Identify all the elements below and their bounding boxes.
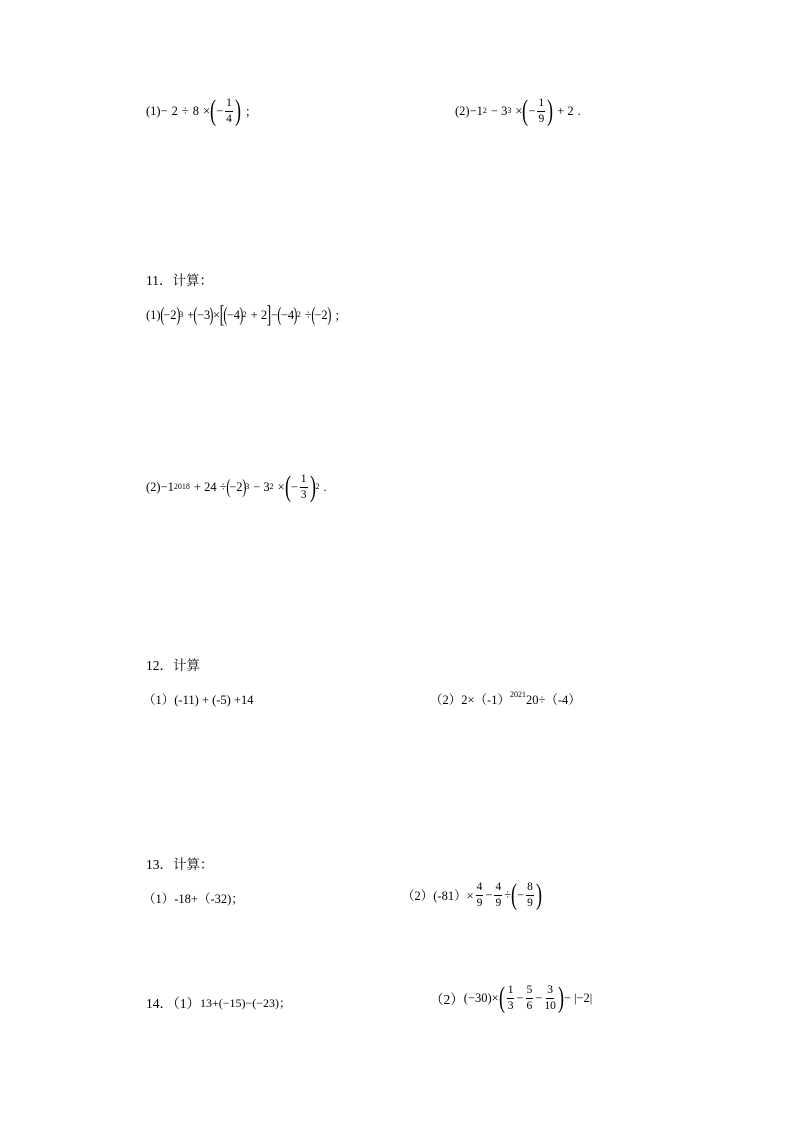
right-paren: ): [234, 94, 241, 127]
q14-part2: （2） (−30)× ( $\frac{1}{3}$ − $\frac{5}{6}$ − $\frac{3}{10}$ ) − |−2|: [430, 981, 593, 1014]
q13-part2: （2）(-81）× $\frac{4}{9}$ − $\frac{4}{9}$ ÷ ( − $\frac{8}{9}$ ): [402, 878, 542, 911]
fraction: $\frac{1}{4}$: [226, 97, 232, 125]
right-bracket: ]: [266, 302, 272, 328]
q14-part1: 14．（1） 13+(−15)−(−23)；: [146, 995, 292, 1011]
q13-heading: 13．计算：: [146, 857, 214, 872]
right-paren: ): [547, 94, 554, 127]
left-bracket: [: [219, 302, 225, 328]
q12-part1: （1）(-11) + (-5) +14: [143, 693, 254, 707]
part-label: (1): [146, 103, 161, 118]
fraction: $\frac{1}{9}$: [538, 97, 545, 125]
part-label: (2): [146, 479, 161, 494]
q12-part2: $(2)2\times(-1)^{2021}20\div(-4)$: [430, 690, 581, 707]
q11-part2: (2) −1 2018 + 24 ÷ ( −2 ) 3 − 3 2 × ( − $\frac{1}{3}$ ) 2 .: [146, 470, 327, 503]
part-label: (1): [146, 307, 161, 322]
left-paren: (: [210, 94, 217, 127]
q13-part1: （1）-18+（-32)；: [143, 892, 244, 906]
q11-part1: (1) ( −2 ) 3 + ( −3 ) × [ ( −4 ) 2 + 2 ] − ( −4 ) 2 ÷ ( −2 ) ；: [146, 302, 347, 328]
q12-heading: 12．计算: [146, 658, 200, 673]
left-paren: (: [522, 94, 529, 127]
q10-part1: (1) − 2 ÷ 8 × ( − $\frac{1}{4}$ ) ；: [146, 94, 258, 127]
fraction: $\frac{1}{3}$: [300, 473, 307, 501]
q11-heading: 11．计算：: [146, 273, 213, 288]
part-label: (2): [455, 103, 470, 118]
q10-part2: (2) −1 2 − 3 3 × ( − $\frac{1}{9}$ ) + 2 .: [455, 94, 581, 127]
